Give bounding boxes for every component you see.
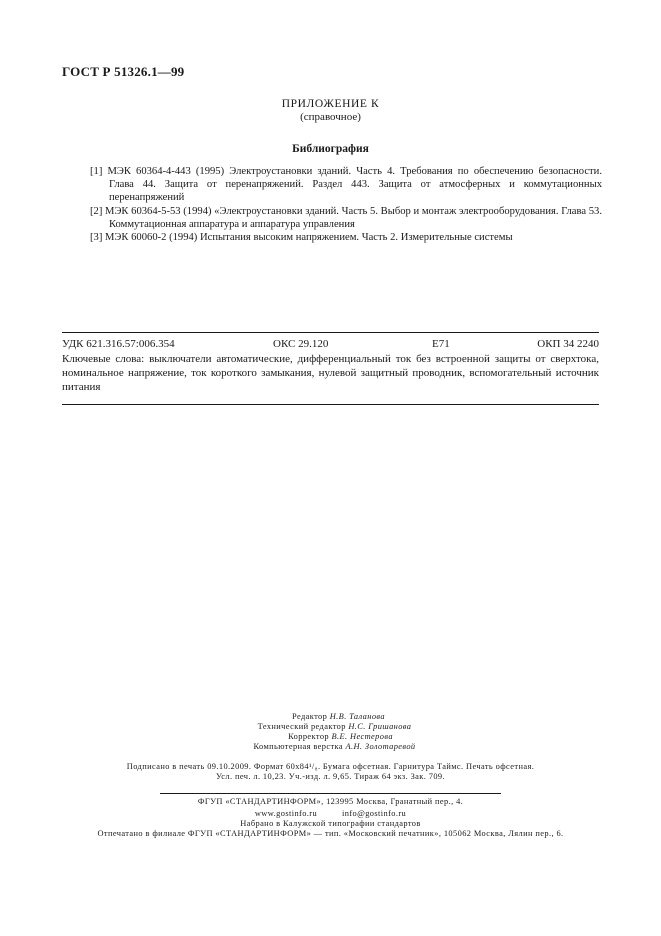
okp-code: ОКП 34 2240 [537,338,599,350]
editor-label: Редактор [292,712,328,721]
bibliography-entry: [1] МЭК 60364-4-443 (1995) Электроустановки зданий. Часть 4. Требования по обеспечению безопасности. Глава 44. Защита от перенапряжений. Раздел 443. Защита от атмосферных и коммутационных перенапряжений [90,166,602,204]
web-line: www.gostinfo.ru info@gostinfo.ru [254,809,407,818]
bibliography-entry: [3] МЭК 60060-2 (1994) Испытания высоким напряжением. Часть 2. Измерительные системы [90,232,513,244]
imprint-tech-editor [4,722,661,731]
udk-code: УДК 621.316.57:006.354 [62,338,175,350]
bibliography-title: Библиография [292,143,369,155]
keywords: Ключевые слова: выключатели автоматические, дифференциальный ток без встроенной защиты от сверхтока, номинальное напряжение, ток короткого замыкания, нулевой защитный проводник, вспомогательный источник питания [62,353,599,393]
document-code: ГОСТ Р 51326.1—99 [62,64,185,79]
corrector-label: Корректор [288,732,330,741]
editor-name: Н.В. Таланова [329,712,385,721]
imprint-layout [4,742,661,751]
divider [62,404,599,405]
corrector-name: В.Е. Нестерова [331,732,393,741]
oks-code: ОКС 29.120 [273,338,329,350]
layout-name: А.Н. Золотаревой [345,742,416,751]
bibliography-list [90,165,602,244]
annex-title: ПРИЛОЖЕНИЕ К [281,98,380,110]
bibliography-entry: [2] МЭК 60364-5-53 (1994) «Электроустановки зданий. Часть 5. Выбор и монтаж электрооборудования. Глава 53. Коммутационная аппаратура и аппаратура управления [90,205,602,230]
layout-label: Компьютерная верстка [253,742,343,751]
imprint-editor [8,712,661,721]
e71-code: Е71 [432,338,450,350]
annex-subtitle: (справочное) [300,111,361,123]
tech-editor-name: Н.С. Гришанова [348,722,412,731]
divider [160,793,501,794]
publisher-line: ФГУП «СТАНДАРТИНФОРМ», 123995 Москва, Гранатный пер., 4. [197,797,464,806]
signed-line: Подписано в печать 09.10.2009. Формат 60х84¹/₈. Бумага офсетная. Гарнитура Таймс. Печать офсетная. [126,762,535,771]
tech-editor-label: Технический редактор [257,722,346,731]
print-line: Усл. печ. л. 10,23. Уч.-изд. л. 9,65. Тираж 64 экз. Зак. 709. [215,772,446,781]
divider [62,332,599,333]
printed-line: Отпечатано в филиале ФГУП «СТАНДАРТИНФОРМ» — тип. «Московский печатник», 105062 Москва, Лялин пер., 6. [97,829,564,838]
imprint-corrector [10,732,661,741]
typeset-line: Набрано в Калужской типографии стандартов [240,819,421,828]
